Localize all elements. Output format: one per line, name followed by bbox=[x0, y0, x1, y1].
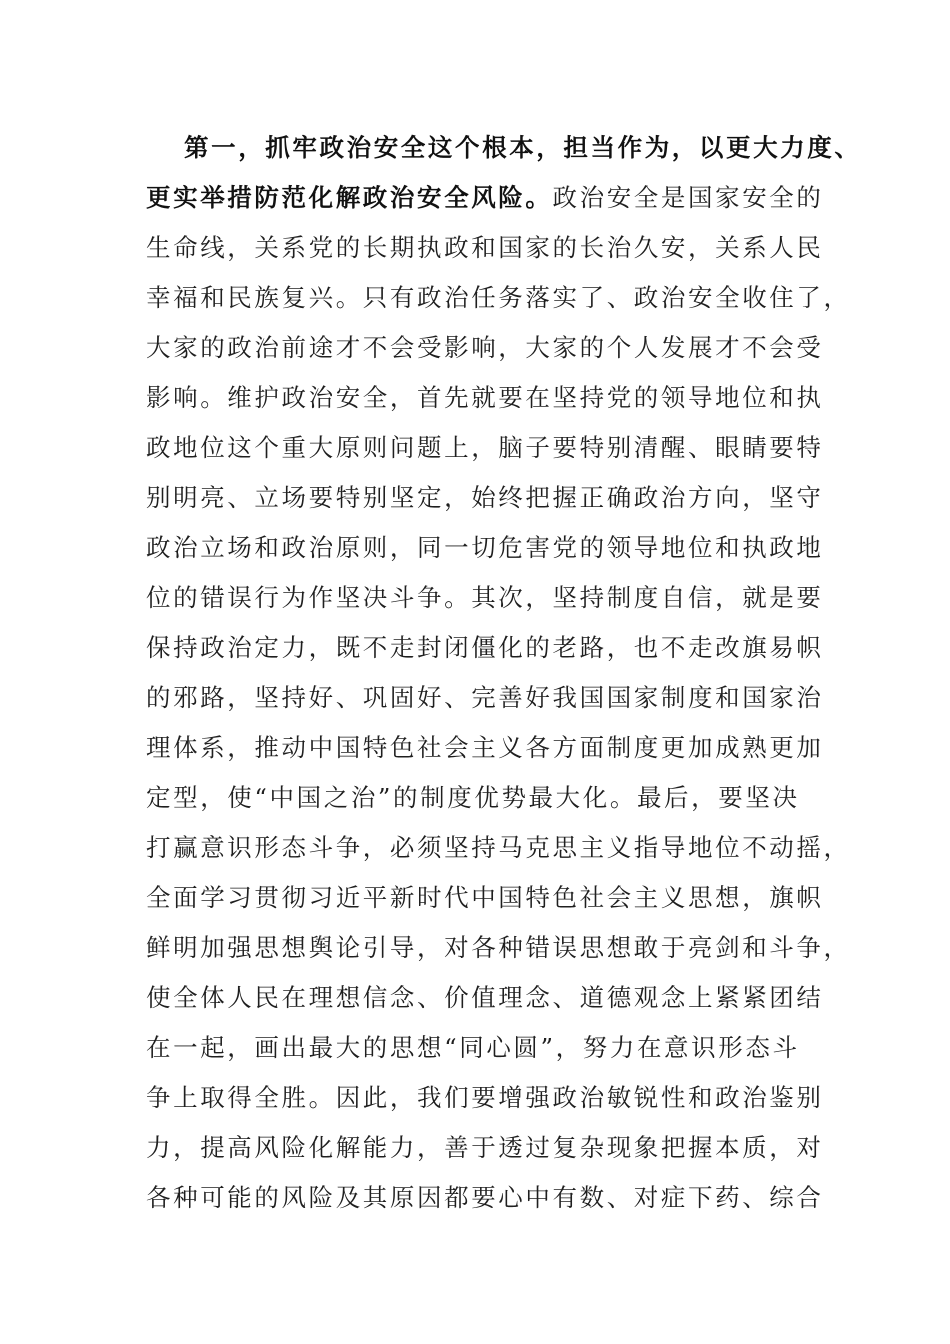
body-line: 的邪路，坚持好、巩固好、完善好我国国家制度和国家治 bbox=[146, 683, 824, 712]
document-body bbox=[146, 123, 862, 1223]
body-line: 鲜明加强思想舆论引导，对各种错误思想敢于亮剑和斗争， bbox=[146, 933, 851, 962]
body-line: 各种可能的风险及其原因都要心中有数、对症下药、综合 bbox=[146, 1183, 824, 1212]
body-line: 争上取得全胜。因此，我们要增强政治敏锐性和政治鉴别 bbox=[146, 1083, 824, 1112]
body-line: 打赢意识形态斗争，必须坚持马克思主义指导地位不动摇， bbox=[146, 833, 851, 862]
body-line: 政治立场和政治原则，同一切危害党的领导地位和执政地 bbox=[146, 533, 824, 562]
body-line: 政地位这个重大原则问题上，脑子要特别清醒、眼睛要特 bbox=[146, 433, 824, 462]
body-line: 理体系，推动中国特色社会主义各方面制度更加成熟更加 bbox=[146, 733, 824, 762]
body-line: 使全体人民在理想信念、价值理念、道德观念上紧紧团结 bbox=[146, 983, 824, 1012]
body-line: 保持政治定力，既不走封闭僵化的老路，也不走改旗易帜 bbox=[146, 633, 824, 662]
body-line: 在一起，画出最大的思想“同心圆”，努力在意识形态斗 bbox=[146, 1033, 800, 1062]
heading-line-2-tail: 政治安全是国家安全的 bbox=[552, 183, 824, 212]
body-line: 生命线，关系党的长期执政和国家的长治久安，关系人民 bbox=[146, 233, 824, 262]
body-line: 定型，使“中国之治”的制度优势最大化。最后，要坚决 bbox=[146, 783, 800, 812]
heading-line-2 bbox=[146, 173, 824, 223]
body-line: 全面学习贯彻习近平新时代中国特色社会主义思想，旗帜 bbox=[146, 883, 824, 912]
body-line: 大家的政治前途才不会受影响，大家的个人发展才不会受 bbox=[146, 333, 824, 362]
heading-line-1: 第一，抓牢政治安全这个根本，担当作为，以更大力度、 bbox=[184, 133, 862, 162]
body-line: 位的错误行为作坚决斗争。其次，坚持制度自信，就是要 bbox=[146, 583, 824, 612]
body-line: 影响。维护政治安全，首先就要在坚持党的领导地位和执 bbox=[146, 383, 824, 412]
heading-line-2-bold: 更实举措防范化解政治安全风险。 bbox=[146, 183, 553, 212]
body-line: 力，提高风险化解能力，善于透过复杂现象把握本质，对 bbox=[146, 1133, 824, 1162]
body-line: 幸福和民族复兴。只有政治任务落实了、政治安全收住了， bbox=[146, 283, 851, 312]
body-line: 别明亮、立场要特别坚定，始终把握正确政治方向，坚守 bbox=[146, 483, 824, 512]
